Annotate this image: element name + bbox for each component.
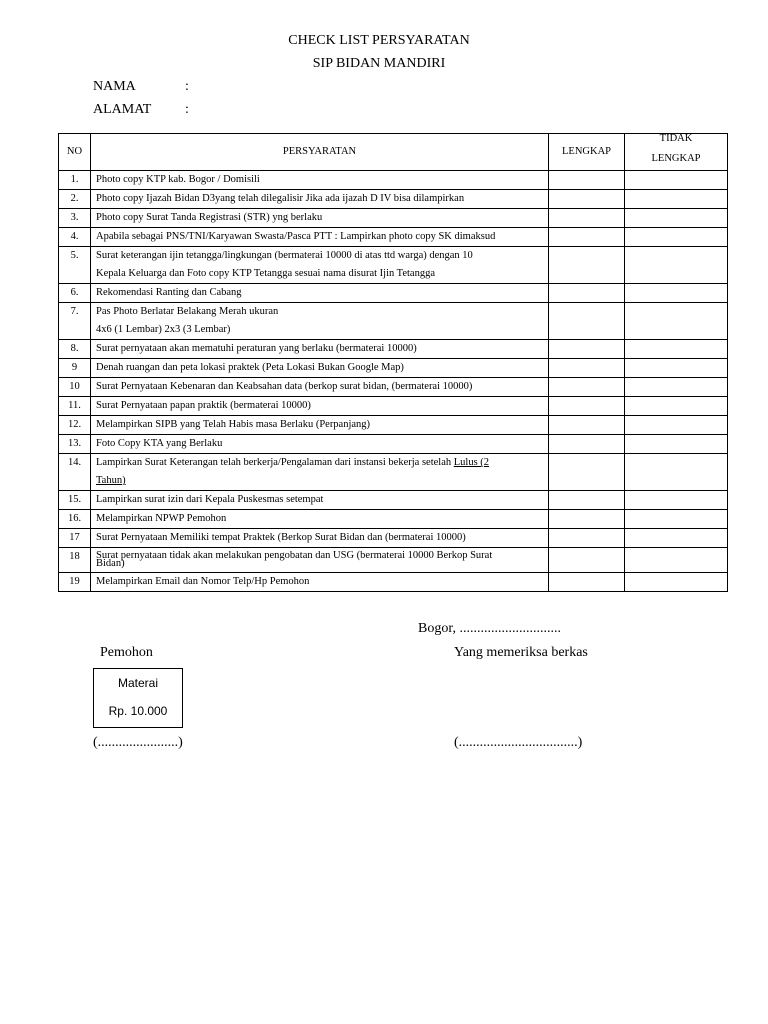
tidak-lengkap-checkbox-cell — [625, 573, 728, 592]
requirement-line: Photo copy Surat Tanda Registrasi (STR) yng berlaku — [96, 212, 323, 223]
row-number: 10 — [59, 378, 91, 397]
table-row — [59, 171, 728, 190]
requirement-line: Melampirkan SIPB yang Telah Habis masa Berlaku (Perpanjang) — [96, 419, 371, 430]
lengkap-checkbox-cell — [549, 190, 625, 209]
requirement-line: Surat pernyataan akan mematuhi peraturan yang berlaku (bermaterai 10000) — [96, 343, 417, 354]
lengkap-checkbox-cell — [549, 378, 625, 397]
table-row — [59, 573, 728, 592]
table-row — [59, 416, 728, 435]
requirement-line: Rekomendasi Ranting dan Cabang — [96, 287, 242, 298]
row-requirement — [91, 435, 549, 454]
lengkap-checkbox-cell — [549, 284, 625, 303]
lengkap-checkbox-cell — [549, 359, 625, 378]
header-tidak-line2: LENGKAP — [651, 153, 701, 164]
lengkap-checkbox-cell — [549, 397, 625, 416]
row-requirement — [91, 303, 549, 340]
signature-pemeriksa: (..................................) — [454, 735, 583, 750]
signature-pemohon: (.......................) — [93, 735, 183, 750]
pemohon-label: Pemohon — [100, 645, 153, 660]
row-requirement — [91, 397, 549, 416]
table-row — [59, 209, 728, 228]
row-requirement — [91, 378, 549, 397]
lengkap-checkbox-cell — [549, 573, 625, 592]
header-tidak-lengkap — [625, 134, 728, 171]
requirement-line: Melampirkan NPWP Pemohon — [96, 513, 227, 524]
requirement-line: Photo copy Ijazah Bidan D3yang telah dilegalisir Jika ada ijazah D IV bisa dilampirkan — [96, 193, 465, 204]
row-requirement — [91, 228, 549, 247]
requirement-line: Apabila sebagai PNS/TNI/Karyawan Swasta/Pasca PTT : Lampirkan photo copy SK dimaksud — [96, 231, 496, 242]
lengkap-checkbox-cell — [549, 454, 625, 491]
tidak-lengkap-checkbox-cell — [625, 228, 728, 247]
row-number: 3. — [59, 209, 91, 228]
tidak-lengkap-checkbox-cell — [625, 454, 728, 491]
place-date: Bogor, ............................. — [418, 621, 561, 636]
row-requirement — [91, 491, 549, 510]
table-row — [59, 359, 728, 378]
lengkap-checkbox-cell — [549, 340, 625, 359]
tidak-lengkap-checkbox-cell — [625, 209, 728, 228]
materai-label: Materai — [117, 676, 158, 690]
requirement-line: 4x6 (1 Lembar) 2x3 (3 Lembar) — [96, 324, 231, 335]
table-row — [59, 284, 728, 303]
materai-amount: Rp. 10.000 — [108, 704, 168, 718]
requirement-line: Kepala Keluarga dan Foto copy KTP Tetangga sesuai nama disurat Ijin Tetangga — [96, 268, 436, 279]
row-number: 6. — [59, 284, 91, 303]
table-row — [59, 529, 728, 548]
table-row — [59, 491, 728, 510]
header-tidak-line1: TIDAK — [659, 133, 693, 144]
requirement-line: Surat Pernyataan Kebenaran dan Keabsahan data (berkop surat bidan, (bermaterai 10000) — [96, 381, 473, 392]
tidak-lengkap-checkbox-cell — [625, 340, 728, 359]
tidak-lengkap-checkbox-cell — [625, 435, 728, 454]
row-number: 16. — [59, 510, 91, 529]
lengkap-checkbox-cell — [549, 435, 625, 454]
row-requirement — [91, 454, 549, 491]
row-number: 11. — [59, 397, 91, 416]
row-number: 18 — [59, 548, 91, 573]
lengkap-checkbox-cell — [549, 303, 625, 340]
tidak-lengkap-checkbox-cell — [625, 529, 728, 548]
row-requirement — [91, 190, 549, 209]
table-row — [59, 510, 728, 529]
row-number: 19 — [59, 573, 91, 592]
row-number: 13. — [59, 435, 91, 454]
table-row — [59, 397, 728, 416]
row-requirement — [91, 284, 549, 303]
materai-stamp-box — [93, 668, 183, 728]
requirement-line: Surat pernyataan tidak akan melakukan pengobatan dan USG (bermaterai 10000 Berkop Surat — [96, 550, 493, 561]
lengkap-checkbox-cell — [549, 416, 625, 435]
title-line-2: SIP BIDAN MANDIRI — [312, 56, 446, 71]
table-body — [59, 171, 728, 592]
requirement-line: Surat Pernyataan Memiliki tempat Praktek (Berkop Surat Bidan dan (bermaterai 10000) — [96, 532, 466, 543]
tidak-lengkap-checkbox-cell — [625, 303, 728, 340]
lengkap-checkbox-cell — [549, 247, 625, 284]
table-row — [59, 435, 728, 454]
tidak-lengkap-checkbox-cell — [625, 397, 728, 416]
row-number: 15. — [59, 491, 91, 510]
row-requirement — [91, 416, 549, 435]
row-requirement — [91, 171, 549, 190]
requirement-line: Pas Photo Berlatar Belakang Merah ukuran — [96, 306, 279, 317]
row-requirement — [91, 247, 549, 284]
row-requirement — [91, 340, 549, 359]
lengkap-checkbox-cell — [549, 228, 625, 247]
requirement-line: Lampirkan Surat Keterangan telah berkerja/Pengalaman dari instansi bekerja setelah Lulus (2 — [96, 457, 490, 468]
row-number: 12. — [59, 416, 91, 435]
table-row — [59, 548, 728, 573]
lengkap-checkbox-cell — [549, 510, 625, 529]
requirement-line: Foto Copy KTA yang Berlaku — [96, 438, 223, 449]
header-no: NO — [59, 134, 91, 171]
header-persyaratan: PERSYARATAN — [91, 134, 549, 171]
table-row — [59, 247, 728, 284]
row-number: 2. — [59, 190, 91, 209]
table-row — [59, 228, 728, 247]
lengkap-checkbox-cell — [549, 171, 625, 190]
tidak-lengkap-checkbox-cell — [625, 491, 728, 510]
tidak-lengkap-checkbox-cell — [625, 284, 728, 303]
nama-colon: : — [185, 79, 189, 94]
row-number: 7. — [59, 303, 91, 340]
tidak-lengkap-checkbox-cell — [625, 510, 728, 529]
row-requirement — [91, 548, 549, 573]
row-number: 8. — [59, 340, 91, 359]
title-line-1: CHECK LIST PERSYARATAN — [288, 33, 470, 48]
requirements-table — [58, 133, 728, 592]
row-requirement — [91, 573, 549, 592]
row-number: 5. — [59, 247, 91, 284]
lengkap-checkbox-cell — [549, 548, 625, 573]
lengkap-checkbox-cell — [549, 529, 625, 548]
requirement-line: Photo copy KTP kab. Bogor / Domisili — [96, 174, 260, 185]
lengkap-checkbox-cell — [549, 491, 625, 510]
table-row — [59, 340, 728, 359]
pemeriksa-label: Yang memeriksa berkas — [454, 645, 588, 660]
requirement-line: Surat keterangan ijin tetangga/lingkungan (bermaterai 10000 di atas ttd warga) dengan 10 — [96, 250, 473, 261]
tidak-lengkap-checkbox-cell — [625, 190, 728, 209]
table-row — [59, 454, 728, 491]
row-requirement — [91, 359, 549, 378]
tidak-lengkap-checkbox-cell — [625, 359, 728, 378]
lengkap-checkbox-cell — [549, 209, 625, 228]
nama-label: NAMA — [93, 79, 136, 94]
table-row — [59, 190, 728, 209]
requirement-line: Denah ruangan dan peta lokasi praktek (Peta Lokasi Bukan Google Map) — [96, 362, 404, 373]
tidak-lengkap-checkbox-cell — [625, 171, 728, 190]
tidak-lengkap-checkbox-cell — [625, 548, 728, 573]
row-number: 17 — [59, 529, 91, 548]
row-number: 9 — [59, 359, 91, 378]
alamat-colon: : — [185, 102, 189, 117]
row-number: 1. — [59, 171, 91, 190]
row-number: 14. — [59, 454, 91, 491]
header-lengkap: LENGKAP — [549, 134, 625, 171]
requirement-line: Lampirkan surat izin dari Kepala Puskesmas setempat — [96, 494, 324, 505]
row-requirement — [91, 209, 549, 228]
row-requirement — [91, 529, 549, 548]
underlined-text: Lulus (2 — [453, 457, 490, 468]
requirement-line: Melampirkan Email dan Nomor Telp/Hp Pemohon — [96, 576, 310, 587]
table-row — [59, 303, 728, 340]
row-number: 4. — [59, 228, 91, 247]
row-requirement — [91, 510, 549, 529]
tidak-lengkap-checkbox-cell — [625, 378, 728, 397]
requirement-line: Tahun) — [96, 475, 126, 486]
alamat-label: ALAMAT — [93, 102, 152, 117]
table-header-row — [59, 134, 728, 171]
table-row — [59, 378, 728, 397]
requirement-line: Surat Pernyataan papan praktik (bermaterai 10000) — [96, 400, 311, 411]
tidak-lengkap-checkbox-cell — [625, 416, 728, 435]
tidak-lengkap-checkbox-cell — [625, 247, 728, 284]
requirement-line: Bidan) — [96, 558, 125, 569]
